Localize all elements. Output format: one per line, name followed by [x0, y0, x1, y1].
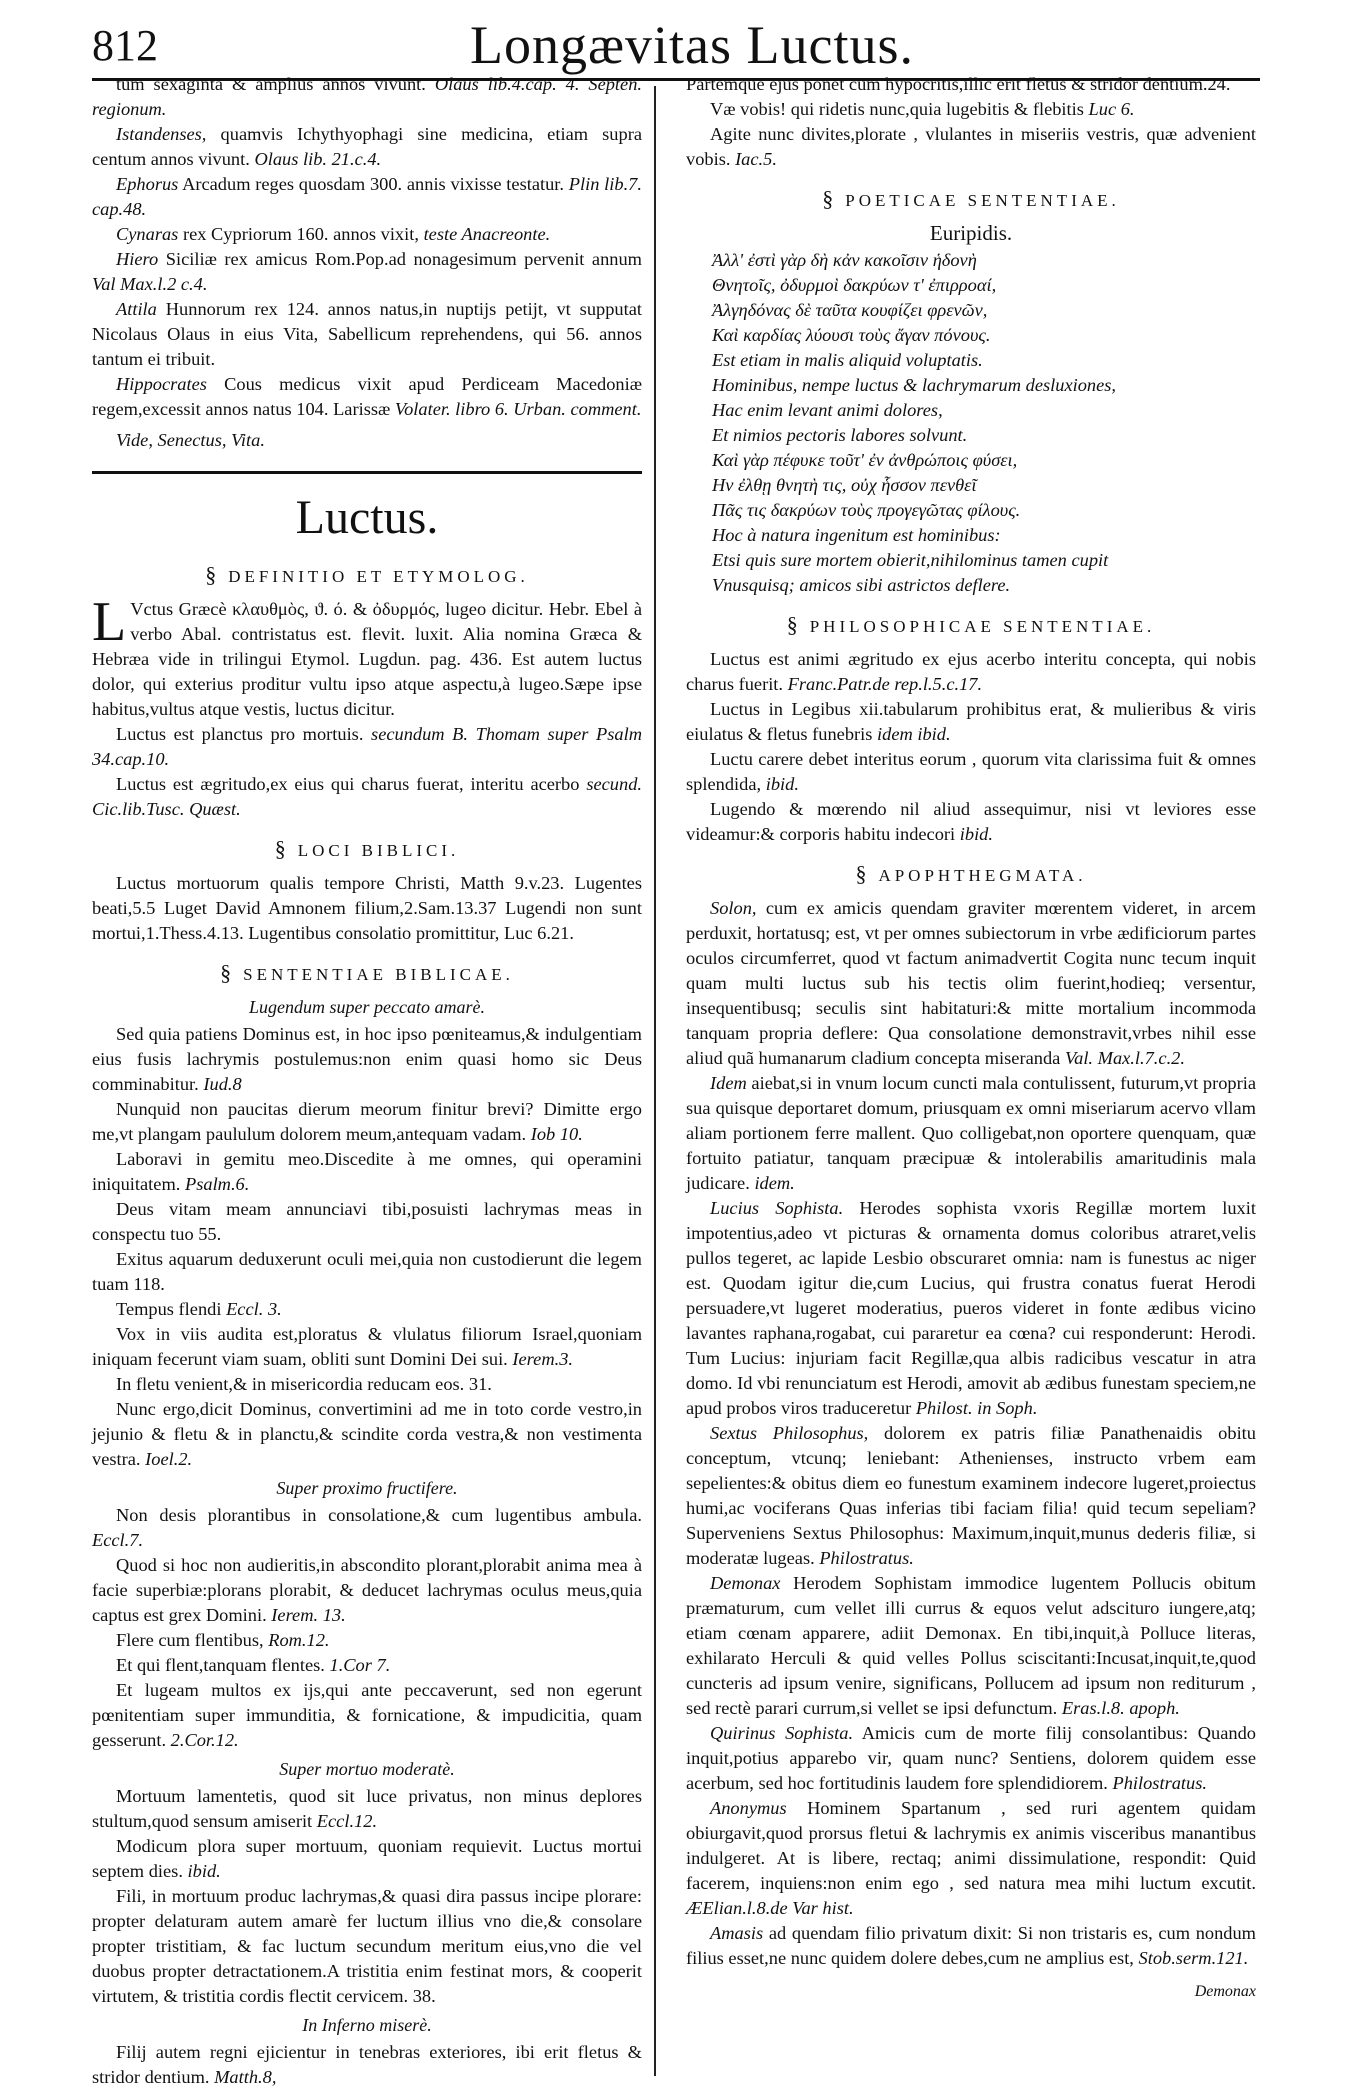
entry-citation: Eccl.12. — [316, 1811, 378, 1831]
definitio-paragraph-2: Luctus est planctus pro mortuis. secundum B. Thomam super Psalm 34.cap.10. — [92, 724, 642, 769]
entry-text: Arcadum reges quosdam 300. annis vixisse testatur. — [182, 174, 565, 194]
entry-text: rex Cypriorum 160. annos vixit, — [182, 224, 419, 244]
entry-paragraph — [92, 1884, 642, 2009]
entry-paragraph — [92, 122, 642, 172]
author-heading: Euripidis. — [929, 221, 1013, 245]
entry-citation: Eras.l.8. apoph. — [1061, 1698, 1180, 1718]
entry-text: Nunc ergo,dicit Dominus, convertimini ad me in toto corde vestro,in jejunio & fletu & in planctu,& scindite corda vestra,& non vestimenta vestra. — [92, 1399, 642, 1469]
entry-paragraph — [686, 1721, 1256, 1796]
entry-paragraph — [686, 1796, 1256, 1921]
entry-paragraph — [686, 647, 1256, 697]
drop-cap: L — [92, 591, 127, 653]
luctus-title: Luctus. — [295, 491, 439, 544]
entry-citation: Iac.5. — [735, 149, 777, 169]
entry-paragraph — [92, 2040, 642, 2090]
entry-name: Lucius Sophista. — [710, 1198, 844, 1218]
entry-name: Istandenses, — [116, 124, 207, 144]
entry-paragraph — [686, 697, 1256, 747]
entry-paragraph — [92, 1553, 642, 1628]
entry-paragraph — [92, 297, 642, 372]
entry-text: Hominem Spartanum , sed ruri agentem quidam obiurgavit,quod prorsus fletui & lachrymis ex animis visceribus manantibus indulgeret. At is libere, rectaq; animi dissimulatione, respondit: Quid facerem, inquiens:non enim ego , sed natura mea mihi luctum excutit. — [686, 1798, 1256, 1893]
entry-text: cum ex amicis quendam graviter mœrentem videret, in arcem perduxit, hortatusq; est, vt per omnes subiectorum in vrbe ædificiorum partes oculos circumferret, quod vt factum animadvertit Cogita nunc tecum inquit quam multi luctus sub his tectis olim fuerint,hodieq; versentur, insequentibusq; seculis sint habitaturi:& mitte mortalium incommoda tanquam propria deflere: Qua consolatione demonstravit,vrbes nihil esse aliud quã humanarum cladium concepta miseranda — [686, 898, 1256, 1068]
entry-citation: 2.Cor.12. — [170, 1730, 239, 1750]
pilcrow-icon: § — [205, 562, 217, 587]
entry-text: Luctus est animi ægritudo ex ejus acerbo interitu concepta, qui nobis charus fuerit. — [686, 649, 1256, 694]
section-heading-loci: § LOCI BIBLICI. — [274, 836, 460, 861]
entry-paragraph — [686, 1571, 1256, 1721]
verse-line: Καὶ καρδίας λύουσι τοὺς ἄγαν πόνους. — [712, 325, 991, 345]
entry-text: dolorem ex patris filiæ Panathenaidis obitu conceptum, vtcunq; leniebant: Athenienses, instructo vrbem eam sepelientes:& obitus diem eo funestum examinem indecore lugeret,proiectus humi,ac vociferans Quas inferias tibi faciam filia! quid tecum sepeliam? Superveniens Sextus Philosophus: Maximum,inquit,munus dederis filiæ, si moderatæ lugeas. — [686, 1423, 1256, 1568]
entry-paragraph — [686, 896, 1256, 1071]
entry-citation: Olaus lib.4.cap. 4. Septen. regionum. — [92, 74, 642, 119]
loci-paragraph: Luctus mortuorum qualis tempore Christi, Matth 9.v.23. Lugentes beati,5.5 Luget David Amnonem filium,2.Sam.13.37 Lugendi non sunt mortui,1.Thess.4.13. Lugentibus consolatio promittitur, Luc 6.21. — [92, 873, 642, 943]
page-number: 812 — [92, 21, 158, 70]
entry-text: Non desis plorantibus in consolatione,& cum lugentibus ambula. — [116, 1505, 642, 1525]
pilcrow-icon: § — [274, 836, 286, 861]
entry-citation: Ierem. 13. — [271, 1605, 346, 1625]
entry-paragraph — [92, 1397, 642, 1472]
entry-citation: Psalm.6. — [184, 1174, 250, 1194]
catchword: Demonax — [1194, 1983, 1256, 2000]
entry-paragraph — [686, 1421, 1256, 1571]
entry-citation: ibid. — [959, 824, 993, 844]
entry-text: Deus vitam meam annunciavi tibi,posuisti lachrymas meas in conspectu tuo 55. — [92, 1199, 642, 1244]
entry-name: Solon, — [710, 898, 757, 918]
entry-citation: idem ibid. — [877, 724, 951, 744]
entry-text: Exitus aquarum deduxerunt oculi mei,quia non custodierunt die legem tuam 118. — [92, 1249, 642, 1294]
entry-citation: Eccl. 3. — [226, 1299, 282, 1319]
entry-citation: Eccl.7. — [92, 1530, 144, 1550]
latin-verse-2 — [686, 523, 1256, 598]
entry-paragraph — [92, 1503, 642, 1553]
entry-paragraph — [686, 72, 1256, 97]
entry-name: Amasis — [710, 1923, 764, 1943]
entry-citation: Philostratus. — [1112, 1773, 1207, 1793]
see-also: Vide, Senectus, Vita. — [116, 430, 265, 450]
entry-paragraph — [686, 97, 1256, 122]
entry-citation: ibid. — [187, 1861, 221, 1881]
entry-citation: Val. Max.l.7.c.2. — [1064, 1048, 1185, 1068]
subheading: Super mortuo moderatè. — [279, 1759, 455, 1779]
entry-paragraph — [92, 1834, 642, 1884]
entry-text: Modicum plora super mortuum, quoniam requievit. Luctus mortui septem dies. — [92, 1836, 642, 1881]
entry-text: Siciliæ rex amicus Rom.Pop.ad nonagesimum pervenit annum — [165, 249, 642, 269]
column-divider — [654, 86, 656, 2076]
right-column — [686, 72, 1256, 2004]
entry-text: Lugendo & mœrendo nil aliud assequimur, nisi vt leviores esse videamur:& corporis habitu indecori — [686, 799, 1256, 844]
entry-name: Hippocrates — [116, 374, 207, 394]
entry-text: Filij autem regni ejicientur in tenebras exteriores, ibi erit fletus & stridor dentium. — [92, 2042, 642, 2087]
section-heading-poeticae: § POETICAE SENTENTIAE. — [822, 186, 1120, 211]
running-title: Longævitas Luctus. — [470, 15, 914, 75]
entry-citation: Volater. libro 6. Urban. comment. — [394, 399, 642, 419]
pilcrow-icon: § — [220, 960, 232, 985]
entry-citation: Ierem.3. — [512, 1349, 573, 1369]
entry-paragraph — [92, 1653, 642, 1678]
page-header — [0, 14, 1346, 74]
entry-text: Nunquid non paucitas dierum meorum finitur brevi? Dimitte ergo me,vt plangam paululum dolorem meum,antequam vadam. — [92, 1099, 642, 1144]
entry-paragraph — [686, 1921, 1256, 1971]
entry-citation: Ioel.2. — [145, 1449, 193, 1469]
entry-paragraph — [92, 1197, 642, 1247]
philosophicae-entries — [686, 647, 1256, 847]
entry-paragraph — [686, 1196, 1256, 1421]
entry-name: Cynaras — [116, 224, 179, 244]
entry-paragraph — [92, 1678, 642, 1753]
entry-citation: Rom.12. — [268, 1630, 330, 1650]
entry-text: Et qui flent,tanquam flentes. — [116, 1655, 325, 1675]
entry-text: Tempus flendi — [116, 1299, 222, 1319]
entry-text: Hunnorum rex 124. annos natus,in nuptijs petijt, vt supputat Nicolaus Olaus in eius Vita, Sabellicum reprehendens, qui 56. annos tantum ei tribuit. — [92, 299, 642, 369]
biblicae-entries — [92, 995, 642, 2090]
verse-line: Πᾶς τις δακρύων τοὺς προγεγῶτας φίλους. — [712, 500, 1021, 520]
entry-name: Sextus Philosophus, — [710, 1423, 869, 1443]
section-heading-biblicae: § SENTENTIAE BIBLICAE. — [220, 960, 514, 985]
entry-name: Idem — [710, 1073, 747, 1093]
greek-verse — [686, 248, 1256, 348]
entry-citation: Matth.8, — [214, 2067, 277, 2087]
entry-text: Quod si hoc non audieritis,in abscondito plorant,plorabit anima mea à facie superbiæ:plorans plorabit, & deducet lachrymas oculus meus,quia captus est grex Domini. — [92, 1555, 642, 1625]
section-heading-definitio: § DEFINITIO ET ETYMOLOG. — [205, 562, 529, 587]
entry-text: Væ vobis! qui ridetis nunc,quia lugebitis & flebitis — [710, 99, 1084, 119]
definitio-paragraph: L Vctus Græcè κλαυθμὸς, ϑ. ό. & ὀδυρμός, lugeo dicitur. Hebr. Ebel à verbo Abal. contristatus est. flevit. luxit. Alia nomina Græca & Hebræa vide in trilingui Etymol. Lugdun. pag. 436. Est autem luctus dolor, qui exterius proditur vultu ipso atque aspectu,à lugeo.Sæpe ipse habitus,vultus atque vestis, luctus dicitur. — [92, 591, 642, 719]
verse-line: Vnusquisq; amicos sibi astrictos deflere. — [712, 575, 1011, 595]
entry-text: Fili, in mortuum produc lachrymas,& quasi dira passus incipe plorare: propter delaturam autem amarè fer luctum illius vno die,& consolare propter tristitiam, & fac luctum secundum meritum eius,vno die vel duobus propter detractationem.A tristitia enim festinat mors, & cooperit virtutem, & tristitia cordis flectit cervicem. 38. — [92, 1886, 642, 2006]
entry-paragraph — [92, 247, 642, 297]
verse-line: Θνητοῖς, ὀδυρμοὶ δακρύων τ' ἐπιρροαί, — [712, 275, 997, 295]
verse-line: Ην ἐλθῃ θνητὴ τις, οὐχ ἧσσον πενθεῖ — [712, 475, 977, 495]
entry-name: Attila — [116, 299, 157, 319]
verse-line: Hac enim levant animi dolores, — [712, 400, 943, 420]
entry-text: Cous medicus vixit apud Perdiceam Macedoniæ regem,excessit annos natus 104. Larissæ — [92, 374, 642, 419]
entry-citation: ÆElian.l.8.de Var hist. — [686, 1898, 854, 1918]
entry-text: Sed quia patiens Dominus est, in hoc ipso pœniteamus,& indulgentiam eius fusis lachrymis postulemus:non enim quasi homo sic Deus comminabitur. — [92, 1024, 642, 1094]
entry-citation: Val Max.l.2 c.4. — [92, 274, 208, 294]
left-column — [92, 72, 642, 2090]
entry-paragraph — [92, 1372, 642, 1397]
entry-text: ad quendam filio privatum dixit: Si non tristaris es, cum nondum filius esset,ne nunc quidem dolere debes,cum ne amplius est, — [686, 1923, 1256, 1968]
verse-line: Hoc à natura ingenitum est hominibus: — [712, 525, 1001, 545]
entry-citation: idem. — [754, 1173, 795, 1193]
entry-text: In fletu venient,& in misericordia reducam eos. 31. — [116, 1374, 492, 1394]
entry-text: Agite nunc divites,plorate , vlulantes in miseriis vestris, quæ advenient vobis. — [686, 124, 1256, 169]
verse-line: Et nimios pectoris labores solvunt. — [712, 425, 968, 445]
entry-paragraph — [686, 1071, 1256, 1196]
entry-text: Flere cum flentibus, — [116, 1630, 264, 1650]
right-top-entries — [686, 72, 1256, 172]
entry-paragraph — [92, 1247, 642, 1297]
verse-line: Ἀλλ' ἐστὶ γὰρ δὴ κἀν κακοῖσιν ἡδονὴ — [712, 250, 977, 270]
entry-text: Vox in viis audita est,ploratus & vlulatus filiorum Israel,quoniam iniquam fecerunt viam suam, obliti sunt Domini Dei sui. — [92, 1324, 642, 1369]
entry-name: Quirinus Sophista. — [710, 1723, 854, 1743]
entry-text: Et lugeam multos ex ijs,qui ante peccaverunt, sed non egerunt pœnitentiam super immunditia, & fornicatione, & impudicitia, quam gesserunt. — [92, 1680, 642, 1750]
entry-paragraph — [92, 222, 642, 247]
entry-name: Demonax — [710, 1573, 781, 1593]
entry-citation: 1.Cor 7. — [329, 1655, 391, 1675]
definitio-paragraph-3: Luctus est ægritudo,ex eius qui charus fuerat, interitu acerbo secund. Cic.lib.Tusc. Quæst. — [92, 774, 642, 819]
entry-citation: Philostratus. — [819, 1548, 914, 1568]
entry-name: Ephorus — [116, 174, 179, 194]
entry-text: Mortuum lamentetis, quod sit luce privatus, non minus deplores stultum,quod sensum amiserit — [92, 1786, 642, 1831]
greek-verse-2 — [686, 448, 1256, 523]
entry-paragraph — [686, 122, 1256, 172]
section-heading-apophthegmata: § APOPHTHEGMATA. — [855, 861, 1087, 886]
entry-name: Anonymus — [710, 1798, 787, 1818]
entry-citation: Luc 6. — [1088, 99, 1135, 119]
entry-citation: Plin lib.7. cap.48. — [92, 174, 642, 219]
entry-text: tum sexaginta & amplius annos vivunt. — [116, 74, 426, 94]
verse-line: Etsi quis sure mortem obierit,nihilominus tamen cupit — [712, 550, 1109, 570]
entry-paragraph — [92, 1628, 642, 1653]
entry-paragraph — [92, 1297, 642, 1322]
subheading: Lugendum super peccato amarè. — [249, 997, 485, 1017]
entry-text: quamvis Ichythyophagi sine medicina, etiam supra centum annos vivunt. — [92, 124, 642, 169]
entry-paragraph — [92, 1097, 642, 1147]
latin-verse — [686, 348, 1256, 448]
entry-text: Luctu carere debet interitus eorum , quorum vita clarissima fuit & omnes splendida, — [686, 749, 1256, 794]
entry-citation: Iob 10. — [530, 1124, 583, 1144]
pilcrow-icon: § — [822, 186, 834, 211]
pilcrow-icon: § — [786, 612, 798, 637]
verse-line: Hominibus, nempe luctus & lachrymarum desluxiones, — [712, 375, 1117, 395]
entry-paragraph — [92, 1022, 642, 1097]
apophthegmata-entries — [686, 896, 1256, 1971]
verse-line: Ἀλγηδόνας δὲ ταῦτα κουφίζει φρενῶν, — [712, 300, 988, 320]
entry-paragraph — [92, 72, 642, 122]
subheading: In Inferno miserè. — [302, 2015, 432, 2035]
entry-text: Herodes sophista vxoris Regillæ mortem luxit impotentius,adeo vt picturas & ornamenta domus coloribus atraret,velis pullos tegeret, ac lapide Lesbio obscuraret omnia: nam is funestus ac niger est. Quodam igitur die,cum Lucius, qui frustra conatus fuerat Herodi persuadere,vt lugeret moderatius, pueros videret in fonte ædibus vicino lavantes raphana,rogabat, cui pararetur ea cœna? cui responderunt: Herodi. Tum Lucius: injuriam facit Regillæ,qua albis radicibus vescatur in atra domo. Id vbi renunciatum est Herodi, amovit ab ædibus funestam speciem,ne apud probos viros traduceretur — [686, 1198, 1256, 1418]
pilcrow-icon: § — [855, 861, 867, 886]
section-rule — [92, 471, 642, 474]
longaevitas-entries — [92, 72, 642, 422]
verse-line: Καὶ γὰρ πέφυκε τοῦτ' ἐν ἀνθρώποις φύσει, — [712, 450, 1018, 470]
entry-paragraph — [92, 172, 642, 222]
entry-text: aiebat,si in vnum locum cuncti mala contulissent, futurum,vt propria sua quisque deportaret domum, priusquam ex omni miseriarum acervo vllam aliam portionem ferre mallent. Quo colligebat,non oportere quenquam, quæ fortuito patiatur, tanquam præcipuæ & intolerabilis amaritudinis mala judicare. — [686, 1073, 1256, 1193]
entry-citation: Franc.Patr.de rep.l.5.c.17. — [787, 674, 983, 694]
entry-paragraph — [92, 1322, 642, 1372]
entry-citation: teste Anacreonte. — [423, 224, 551, 244]
verse-line: Est etiam in malis aliquid voluptatis. — [712, 350, 983, 370]
entry-citation: Iud.8 — [203, 1074, 242, 1094]
subheading: Super proximo fructifere. — [276, 1478, 458, 1498]
entry-text: Amicis cum de morte filij consolantibus: Quando inquit,potius apparebo vir, quam nunc? Sentiens, dolorem quidem esse acerbum, sed hoc fortitudinis laudem fore splendidiorem. — [686, 1723, 1256, 1793]
entry-name: Hiero — [116, 249, 159, 269]
section-heading-philosophicae: § PHILOSOPHICAE SENTENTIAE. — [786, 612, 1156, 637]
entry-citation: Philost. in Soph. — [915, 1398, 1038, 1418]
entry-paragraph — [686, 747, 1256, 797]
entry-paragraph — [92, 1784, 642, 1834]
entry-citation: Stob.serm.121. — [1138, 1948, 1249, 1968]
entry-citation: Olaus lib. 21.c.4. — [254, 149, 382, 169]
entry-paragraph — [686, 797, 1256, 847]
entry-text: Partemque ejus ponet cum hypocritis,illic erit fletus & stridor dentium.24. — [686, 74, 1231, 94]
entry-text: Luctus in Legibus xii.tabularum prohibitus erat, & mulieribus & viris eiulatus & fletus funebris — [686, 699, 1256, 744]
entry-paragraph — [92, 372, 642, 422]
entry-citation: ibid. — [765, 774, 799, 794]
entry-text: Laboravi in gemitu meo.Discedite à me omnes, qui operamini iniquitatem. — [92, 1149, 642, 1194]
entry-paragraph — [92, 1147, 642, 1197]
entry-text: Herodem Sophistam immodice lugentem Pollucis obitum præmaturum, cum vellet illi currus & equos velut adscituro iungere,atq; etiam cœnam apparere, adiit Demonax. En tibi,inquit,à Polluce literas, exhilarato Herculi & quid velles Pollus sciscitanti:Incusat,inquit,te,quod cuncteris ad ipsum venire, significans, Pollucem ad ipsum non rediturum , sed rectè parari currum,si vellet se ipsi defunctum. — [686, 1573, 1256, 1718]
